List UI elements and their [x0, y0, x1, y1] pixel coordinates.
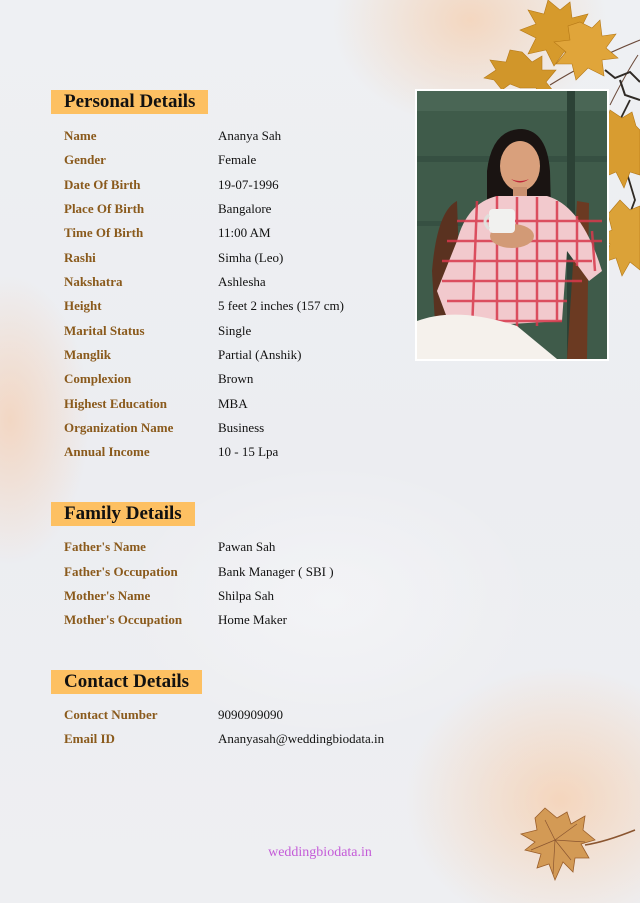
detail-value: Single: [218, 323, 252, 338]
detail-label: Nakshatra: [64, 274, 123, 289]
detail-label: Mother's Name: [64, 588, 151, 603]
detail-value: Home Maker: [218, 612, 287, 627]
detail-value: Simha (Leo): [218, 250, 284, 265]
detail-label: Email ID: [64, 731, 115, 746]
profile-photo: [415, 89, 609, 361]
section-title-family: Family Details: [51, 502, 195, 526]
detail-label: Highest Education: [64, 396, 167, 411]
section-title-personal: Personal Details: [51, 90, 208, 114]
profile-photo-illustration: [417, 91, 607, 359]
detail-label: Mother's Occupation: [64, 612, 183, 627]
detail-value: Brown: [218, 371, 254, 386]
detail-value: Female: [218, 152, 257, 167]
detail-value: 19-07-1996: [218, 177, 279, 192]
detail-label: Name: [64, 128, 97, 143]
detail-label: Organization Name: [64, 420, 174, 435]
detail-label: Annual Income: [64, 444, 150, 459]
detail-value: 5 feet 2 inches (157 cm): [218, 298, 344, 313]
detail-label: Place Of Birth: [64, 201, 145, 216]
detail-value: Ananyasah@weddingbiodata.in: [218, 731, 385, 746]
detail-label: Marital Status: [64, 323, 145, 338]
detail-value: 11:00 AM: [218, 225, 271, 240]
detail-value: Ashlesha: [218, 274, 266, 289]
detail-value: Bank Manager ( SBI ): [218, 564, 334, 579]
detail-value: Shilpa Sah: [218, 588, 274, 603]
detail-value: Pawan Sah: [218, 539, 276, 554]
detail-label: Father's Name: [64, 539, 146, 554]
detail-label: Complexion: [64, 371, 132, 386]
detail-label: Rashi: [64, 250, 96, 265]
detail-value: Ananya Sah: [218, 128, 282, 143]
footer-website: weddingbiodata.in: [268, 845, 372, 860]
detail-label: Height: [64, 298, 102, 313]
section-title-contact: Contact Details: [51, 670, 202, 694]
detail-label: Gender: [64, 152, 106, 167]
detail-value: MBA: [218, 396, 248, 411]
detail-label: Contact Number: [64, 707, 158, 722]
detail-value: Bangalore: [218, 201, 272, 216]
detail-value: Partial (Anshik): [218, 347, 302, 362]
detail-label: Father's Occupation: [64, 564, 178, 579]
detail-label: Manglik: [64, 347, 111, 362]
detail-label: Date Of Birth: [64, 177, 141, 192]
detail-value: Business: [218, 420, 265, 435]
detail-label: Time Of Birth: [64, 225, 144, 240]
detail-value: 10 - 15 Lpa: [218, 444, 279, 459]
detail-value: 9090909090: [218, 707, 283, 722]
